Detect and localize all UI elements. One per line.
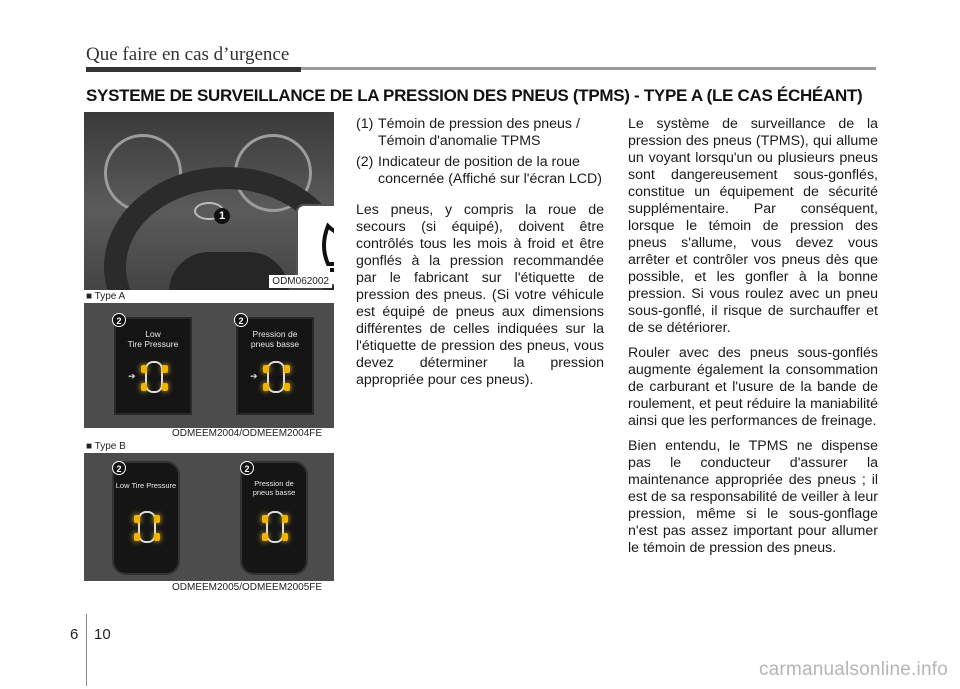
tire-warning-rear-right bbox=[284, 383, 290, 391]
footer-divider bbox=[86, 614, 87, 686]
indicator-number-2: 2 bbox=[112, 313, 126, 327]
indicator-number-2: 2 bbox=[112, 461, 126, 475]
callout-number-1: 1 bbox=[214, 208, 230, 224]
lcd-text-line1: Low bbox=[145, 329, 161, 339]
type-b-figure-code: ODMEEM2005/ODMEEM2005FE bbox=[172, 582, 323, 593]
dashboard-photo bbox=[84, 112, 334, 290]
tire-warning-rear-right bbox=[154, 533, 160, 541]
lcd-text-line2: pneus basse bbox=[252, 488, 296, 497]
tire-warning-front-right bbox=[282, 515, 288, 523]
lcd-text-line1: Low Tire Pressure bbox=[115, 481, 177, 490]
watermark: carmanualsonline.info bbox=[758, 659, 948, 680]
indicator-number-2: 2 bbox=[240, 461, 254, 475]
type-a-figure-code: ODMEEM2004/ODMEEM2004FE bbox=[172, 428, 323, 439]
tire-warning-front-left bbox=[134, 515, 140, 523]
middle-column bbox=[356, 116, 604, 397]
section-number: 6 bbox=[70, 626, 79, 643]
lcd-text-line2: Tire Pressure bbox=[127, 339, 179, 349]
legend-text: Témoin de pression des pneus / Témoin d'anomalie TPMS bbox=[378, 116, 580, 149]
tpms-warning-icon bbox=[298, 206, 334, 284]
lcd-screen-fr bbox=[240, 461, 308, 575]
indicator-number-2: 2 bbox=[234, 313, 248, 327]
tire-warning-rear-right bbox=[282, 533, 288, 541]
lcd-screen-fr bbox=[236, 317, 314, 415]
body-paragraph: Le système de surveillance de la pression des pneus (TPMS), qui allume un voyant lorsqu'un ou plusieurs pneus sont dangereusement sous-gonflés, constitue un équipement de sécurité supplémentaire. Par conséquent, lorsque le témoin de pression des pneus s'allume, vous devez vous arrêter et contrôler vos pneus dès que possible, et les gonfler à la bonne pression. Si vous roulez avec un pneu sous-gonflé, il risque de surchauffer et de se détériorer. bbox=[628, 116, 878, 336]
tire-warning-front-right bbox=[162, 365, 168, 373]
legend-item-2 bbox=[356, 154, 604, 188]
arrow-right-icon: ➔ bbox=[250, 371, 258, 381]
type-b-figure bbox=[84, 453, 334, 581]
tire-warning-rear-left bbox=[141, 383, 147, 391]
tire-warning-front-left bbox=[141, 365, 147, 373]
lcd-text-line2: pneus basse bbox=[250, 339, 300, 349]
tire-warning-front-left bbox=[262, 515, 268, 523]
tire-warning-rear-left bbox=[263, 383, 269, 391]
legend-number: (2) bbox=[356, 154, 374, 170]
body-paragraph: Rouler avec des pneus sous-gonflés augmente également la consommation de carburant et l'usure de la bande de roulement, et peut réduire la maniabilité ainsi que les performances de freinage. bbox=[628, 345, 878, 429]
page-number: 10 bbox=[94, 626, 111, 643]
tire-warning-front-right bbox=[154, 515, 160, 523]
type-a-label: ■ Type A bbox=[86, 291, 126, 302]
figure-code: ODM062002 bbox=[269, 275, 332, 288]
arrow-right-icon: ➔ bbox=[128, 371, 136, 381]
tpms-warning-callout bbox=[296, 204, 334, 286]
legend-item-1 bbox=[356, 116, 604, 150]
tire-warning-front-right bbox=[284, 365, 290, 373]
legend-number: (1) bbox=[356, 116, 374, 132]
body-paragraph: Les pneus, y compris la roue de secours (si équipé), doivent être contrôlés tous les mois à froid et être gonflés à la pression recommandée par le fabricant sur l'étiquette de pression des pneus. (Si votre véhicule est équipé de pneus aux dimensions différentes de celles indiquées sur la l'étiquette de pression des pneus, vous devez déterminer la pression appropriée pour ces pneus). bbox=[356, 202, 604, 388]
right-column bbox=[628, 116, 878, 565]
section-title: SYSTEME DE SURVEILLANCE DE LA PRESSION DES PNEUS (TPMS) - TYPE A (LE CAS ÉCHÉANT) bbox=[86, 86, 863, 105]
body-paragraph: Bien entendu, le TPMS ne dispense pas le conducteur d'assurer la maintenance appropriée des pneus ; il est de sa responsabilité de veiller à leur pression, même si le sous-gonflage n'est pas assez important pour allumer le témoin de pression des pneus. bbox=[628, 438, 878, 556]
tire-warning-rear-right bbox=[162, 383, 168, 391]
legend-text: Indicateur de position de la roue concernée (Affiché sur l'écran LCD) bbox=[378, 154, 603, 187]
header-rule-accent bbox=[86, 67, 301, 72]
lcd-text-line1: Pression de bbox=[252, 329, 298, 339]
type-a-figure bbox=[84, 303, 334, 428]
chapter-title: Que faire en cas d’urgence bbox=[86, 44, 290, 65]
lcd-text-line1: Pression de bbox=[254, 479, 294, 488]
tire-warning-front-left bbox=[263, 365, 269, 373]
tire-warning-rear-left bbox=[134, 533, 140, 541]
lcd-screen-en bbox=[112, 461, 180, 575]
lcd-screen-en bbox=[114, 317, 192, 415]
tire-warning-rear-left bbox=[262, 533, 268, 541]
type-b-label: ■ Type B bbox=[86, 441, 126, 452]
car-icon bbox=[145, 361, 163, 393]
car-icon bbox=[267, 361, 285, 393]
